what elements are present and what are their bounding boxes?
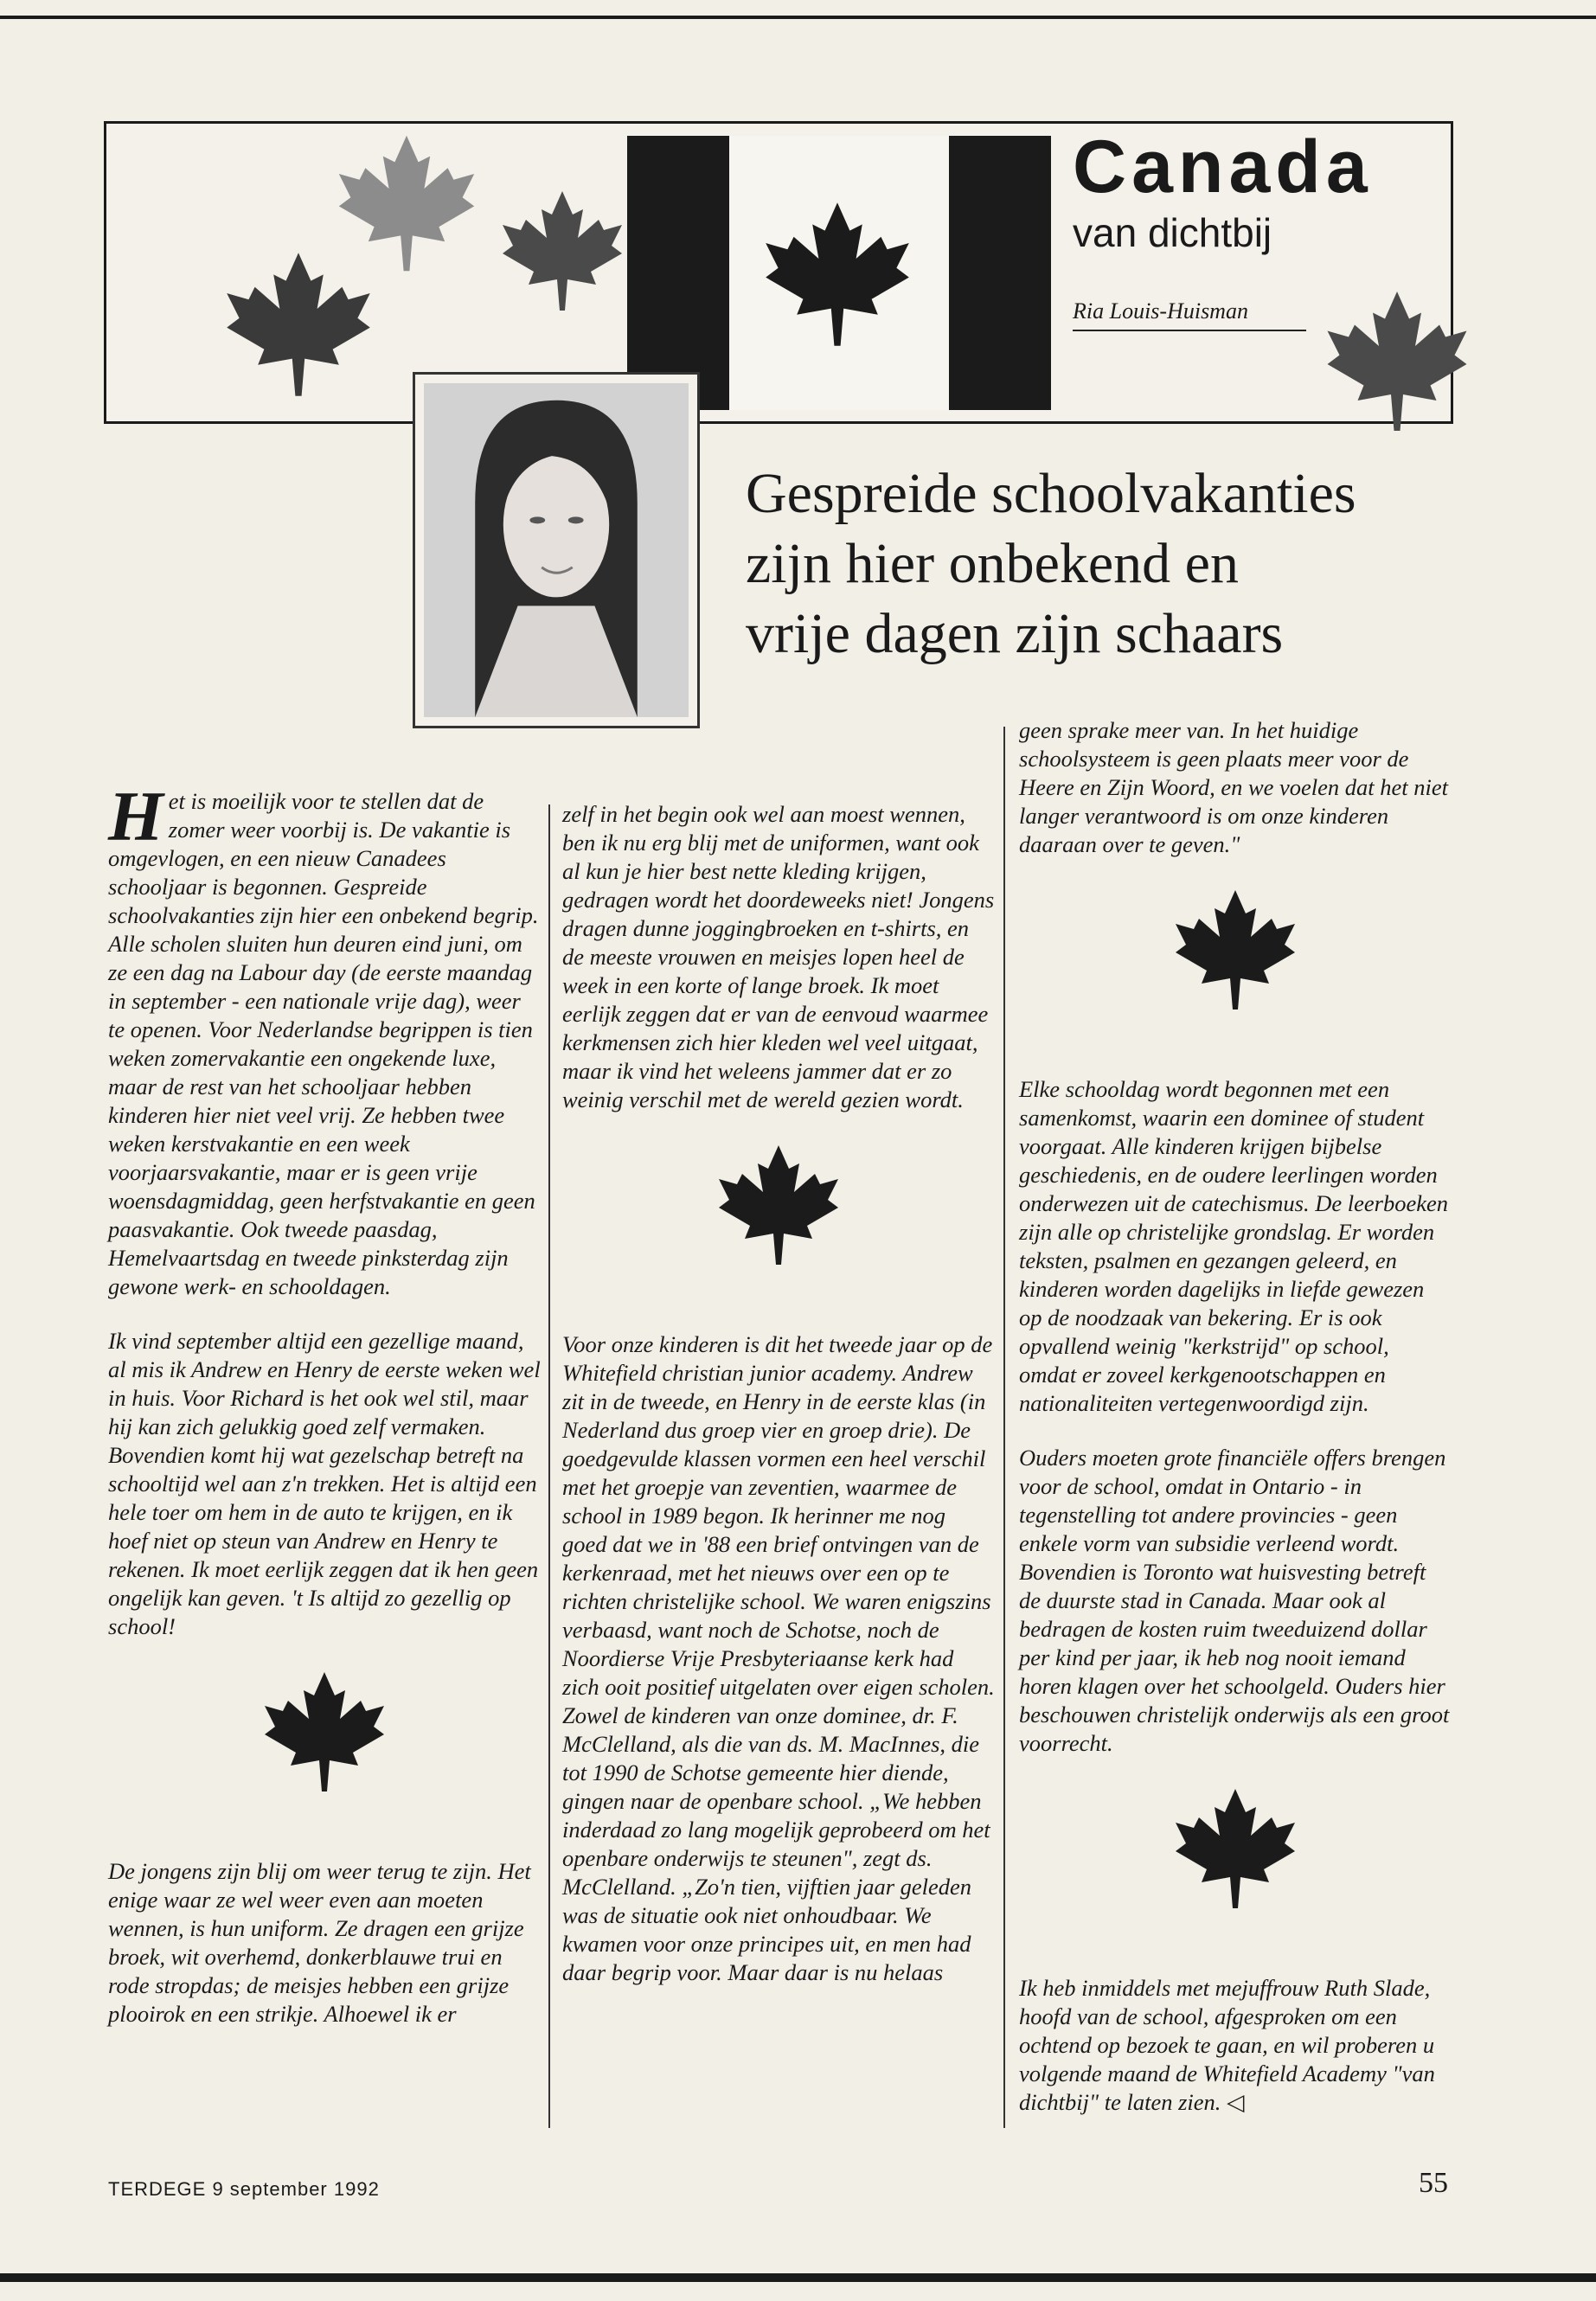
- maple-leaf-icon: [1315, 285, 1479, 437]
- maple-leaf-icon: [255, 1667, 394, 1797]
- author-byline: Ria Louis-Huisman: [1073, 298, 1306, 331]
- paragraph: Ouders moeten grote financiële offers brengen voor de school, omdat in Ontario - in tegenstelling tot andere provincies - geen enkele vorm van subsidie verleend wordt. Bovendien is Toronto wat huisvesting betreft de duurste stad in Canada. Maar ook al bedragen de kosten ruim tweeduizend dollar per kind per jaar, ik heb nog nooit iemand horen klagen over het schoolgeld. Ouders hier beschouwen christelijk onderwijs als een groot voorrecht.: [1019, 1445, 1450, 1756]
- flag-center: [729, 136, 949, 410]
- maple-leaf-icon: [755, 196, 920, 352]
- column-title: [1073, 125, 1373, 256]
- maple-leaf-icon: [709, 1140, 848, 1270]
- maple-leaf-icon: [1166, 1784, 1304, 1913]
- author-photo: [413, 372, 700, 728]
- paragraph: Voor onze kinderen is dit het tweede jaar op de Whitefield christian junior academy. Andrew zit in de tweede, en Henry in de eerste klas (in Nederland dus groep vier en groep drie). De goedgevulde klassen vormen een heel verschil met het groepje van zeventien, waarmee de school in 1989 begon. Ik herinner me nog goed dat we in '88 een brief ontvingen van de kerkenraad, met het nieuws over een op te richten christelijke school. We waren enigszins verbaasd, want noch de Schotse, noch de Noordierse Vrije Presbyteriaanse kerk had zich ooit positief uitgelaten over eigen scholen. Zowel de kinderen van onze dominee, dr. F. McClelland, als die van ds. M. MacInnes, die tot 1990 de Schotse gemeente hier diende, gingen naar de openbare school. „We hebben inderdaad zo lang mogelijk geprobeerd om het openbare onderwijs te steunen", zegt ds. McClelland. „Zo'n tien, vijftien jaar geleden was de situatie ook niet onhoudbaar. We kwamen voor onze principes uit, en men had daar begrip voor. Maar daar is nu helaas: [562, 1331, 995, 1985]
- headline-line-3: vrije dagen zijn schaars: [746, 602, 1284, 666]
- article-column-1: [108, 777, 541, 2054]
- article-headline: [746, 458, 1524, 670]
- column-divider: [548, 804, 550, 2128]
- headline-line-1: Gespreide schoolvakanties: [746, 462, 1356, 525]
- headline-line-2: zijn hier onbekend en: [746, 532, 1239, 596]
- paragraph-text: et is moeilijk voor te stellen dat de zomer weer voorbij is. De vakantie is omgevlogen, en een nieuw Canadees schooljaar is begonnen. Gespreide schoolvakanties zijn hier een onbekend begrip. Alle scholen sluiten hun deuren eind juni, om ze een dag na Labour day (de eerste maandag in september - een nationale vrije dag), weer te openen. Voor Nederlandse begrippen is tien weken zomervakantie een ongekende luxe, maar de rest van het schooljaar hebben kinderen hier niet veel vrij. Ze hebben twee weken kerstvakantie en een week voorjaarsvakantie, maar er is geen vrije woensdagmiddag, geen herfstvakantie en geen paasvakantie. Ook tweede paasdag, Hemelvaartsdag en tweede pinksterdag zijn gewone werk- en schooldagen.: [108, 788, 539, 1299]
- paragraph: Elke schooldag wordt begonnen met een samenkomst, waarin een dominee of student voorgaat. Alle kinderen krijgen bijbelse geschiedenis, en de oudere leerlingen worden onderwezen uit de catechismus. De leerboeken zijn alle op christelijke grondslag. Er worden teksten, psalmen en gezangen geleerd, en kinderen worden dagelijks in liefde gewezen op de noodzaak van bekering. Er is ook opvallend weinig "kerkstrijd" op school, omdat er zoveel kerkgenootschappen en nationaliteiten vertegenwoordigd zijn.: [1019, 1076, 1448, 1416]
- canadian-flag: [627, 136, 1051, 410]
- flag-left-band: [627, 136, 729, 410]
- article-column-2: [562, 800, 995, 2013]
- maple-leaf-icon: [497, 177, 627, 324]
- page-number: 55: [1419, 2167, 1448, 2199]
- flag-right-band: [949, 136, 1051, 410]
- drop-cap: H: [108, 777, 163, 856]
- column-subtitle: van dichtbij: [1073, 210, 1272, 255]
- portrait-image: [424, 383, 689, 717]
- paragraph: De jongens zijn blij om weer terug te zijn. Het enige waar ze wel weer even aan moeten wennen, is hun uniform. Ze dragen een grijze broek, wit overhemd, donkerblauwe trui en rode stropdas; de meisjes hebben een grijze plooirok en een strikje. Alhoewel ik er: [108, 1858, 531, 2027]
- maple-leaf-icon: [1166, 885, 1304, 1015]
- publication-footer: TERDEGE 9 september 1992: [108, 2178, 380, 2200]
- paragraph: Ik vind september altijd een gezellige maand, al mis ik Andrew en Henry de eerste weken wel in huis. Voor Richard is het ook wel stil, maar hij kan zich gelukkig goed zelf vermaken. Bovendien komt hij wat gezelschap betreft na schooltijd wel aan z'n trekken. Het is altijd een hele toer om hem in de auto te krijgen, en ik hoef niet op steun van Andrew en Henry te rekenen. Ik moet eerlijk zeggen dat ik hen geen ongelijk kan geven. 't Is altijd zo gezellig op school!: [108, 1328, 541, 1639]
- paragraph: geen sprake meer van. In het huidige schoolsysteem is geen plaats meer voor de Heere en Zijn Woord, en we voelen dat het niet langer verantwoord is om onze kinderen daaraan over te geven.": [1019, 717, 1449, 857]
- paragraph: [108, 777, 541, 1301]
- article-column-3: [1019, 716, 1452, 2143]
- paragraph: Ik heb inmiddels met mejuffrouw Ruth Slade, hoofd van de school, afgesproken om een ochtend op bezoek te gaan, en wil proberen u volgende maand de Whitefield Academy "van dichtbij" te laten zien. ◁: [1019, 1975, 1435, 2115]
- paragraph: zelf in het begin ook wel aan moest wennen, ben ik nu erg blij met de uniformen, want ook al kun je hier best nette kleding krijgen, gedragen wordt het doordeweeks niet! Jongens dragen dunne joggingbroeken en t-shirts, en de meeste vrouwen en meisjes lopen heel de week in een korte of lange broek. Ik moet eerlijk zeggen dat er van de eenvoud waarmee kerkmensen zich hier kleden wel veel uitgaat, maar ik vind het weleens jammer dat er zo weinig verschil met de wereld gezien wordt.: [562, 801, 995, 1112]
- column-divider: [1003, 727, 1005, 2128]
- column-title-main: Canada: [1073, 125, 1373, 208]
- maple-leaf-icon: [221, 247, 376, 402]
